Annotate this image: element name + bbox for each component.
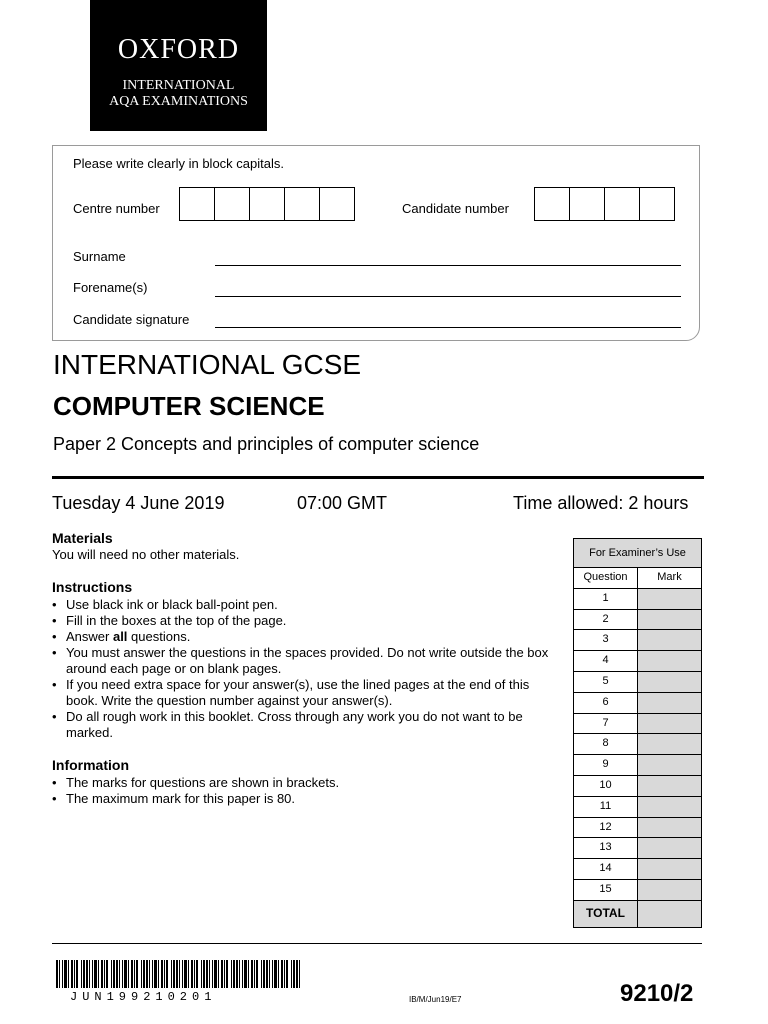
barcode-bar bbox=[184, 960, 187, 988]
barcode-bar bbox=[171, 960, 172, 988]
centre-number-label: Centre number bbox=[73, 201, 160, 216]
barcode-bar bbox=[221, 960, 223, 988]
mark-cell bbox=[638, 693, 701, 713]
examiner-use-title: For Examiner’s Use bbox=[574, 539, 701, 568]
question-number-cell: 6 bbox=[574, 693, 638, 713]
candidate-number-box[interactable] bbox=[534, 187, 570, 221]
barcode-bar bbox=[286, 960, 288, 988]
barcode-bar bbox=[254, 960, 255, 988]
barcode-bar bbox=[293, 960, 295, 988]
centre-number-box[interactable] bbox=[214, 187, 250, 221]
examiner-use-table bbox=[573, 538, 702, 928]
materials-text: You will need no other materials. bbox=[52, 547, 240, 562]
paper-code: 9210/2 bbox=[620, 980, 694, 1007]
barcode-bar bbox=[176, 960, 178, 988]
barcode-bar bbox=[116, 960, 118, 988]
logo-line-2: AQA EXAMINATIONS bbox=[109, 94, 248, 109]
barcode-bar bbox=[191, 960, 193, 988]
instruction-item: • Fill in the boxes at the top of the page. bbox=[52, 613, 552, 629]
barcode-bar bbox=[86, 960, 88, 988]
barcode-bar bbox=[248, 960, 249, 988]
mark-cell bbox=[638, 734, 701, 754]
barcode-bar bbox=[244, 960, 247, 988]
barcode-bar bbox=[158, 960, 159, 988]
barcode-bar bbox=[152, 960, 153, 988]
barcode-bar bbox=[154, 960, 157, 988]
examiner-question-row bbox=[574, 838, 701, 859]
barcode-bar bbox=[124, 960, 127, 988]
barcode-bar bbox=[266, 960, 268, 988]
barcode-bar bbox=[212, 960, 213, 988]
barcode-bar bbox=[231, 960, 232, 988]
examiner-question-rows bbox=[574, 589, 701, 901]
question-number-cell: 3 bbox=[574, 630, 638, 650]
barcode-bar bbox=[242, 960, 243, 988]
oxford-aqa-logo bbox=[90, 0, 267, 131]
barcode-bar bbox=[81, 960, 82, 988]
barcode-bar bbox=[201, 960, 202, 988]
examiner-question-row bbox=[574, 776, 701, 797]
barcode-bar bbox=[106, 960, 108, 988]
barcode-bar bbox=[113, 960, 115, 988]
examiner-question-row bbox=[574, 610, 701, 631]
examiner-question-row bbox=[574, 589, 701, 610]
barcode-bar bbox=[239, 960, 240, 988]
barcode-bar bbox=[98, 960, 99, 988]
centre-number-boxes[interactable] bbox=[180, 187, 355, 221]
barcode-bar bbox=[74, 960, 75, 988]
question-number-cell: 13 bbox=[574, 838, 638, 858]
mark-cell bbox=[638, 610, 701, 630]
barcode-bar bbox=[89, 960, 90, 988]
question-number-cell: 11 bbox=[574, 797, 638, 817]
candidate-number-label: Candidate number bbox=[402, 201, 509, 216]
barcode-bar bbox=[281, 960, 283, 988]
barcode-bar bbox=[161, 960, 163, 988]
mark-cell bbox=[638, 630, 701, 650]
centre-number-box[interactable] bbox=[284, 187, 320, 221]
question-number-cell: 4 bbox=[574, 651, 638, 671]
barcode-bar bbox=[164, 960, 165, 988]
question-number-cell: 12 bbox=[574, 818, 638, 838]
barcode-bar bbox=[269, 960, 270, 988]
barcode-bar bbox=[128, 960, 129, 988]
instructions-heading: Instructions bbox=[52, 579, 133, 595]
barcode-bar bbox=[71, 960, 73, 988]
examiner-question-row bbox=[574, 880, 701, 901]
signature-line[interactable] bbox=[215, 327, 681, 328]
barcode-bar bbox=[62, 960, 63, 988]
barcode-bar bbox=[111, 960, 112, 988]
barcode-bar bbox=[272, 960, 273, 988]
barcode-bar bbox=[194, 960, 195, 988]
mark-cell bbox=[638, 838, 701, 858]
question-number-cell: 10 bbox=[574, 776, 638, 796]
barcode-bar bbox=[76, 960, 78, 988]
mark-cell bbox=[638, 776, 701, 796]
information-item: • The maximum mark for this paper is 80. bbox=[52, 791, 552, 807]
candidate-number-box[interactable] bbox=[639, 187, 675, 221]
mark-cell bbox=[638, 859, 701, 879]
barcode-bar bbox=[182, 960, 183, 988]
barcode-bar bbox=[299, 960, 300, 988]
surname-line[interactable] bbox=[215, 265, 681, 266]
candidate-number-box[interactable] bbox=[604, 187, 640, 221]
question-number-cell: 15 bbox=[574, 880, 638, 900]
logo-brand: OXFORD bbox=[117, 34, 240, 65]
barcode-bar bbox=[122, 960, 123, 988]
information-list bbox=[52, 775, 552, 807]
mark-cell bbox=[638, 880, 701, 900]
barcode-bar bbox=[141, 960, 142, 988]
materials-heading: Materials bbox=[52, 530, 113, 546]
examiner-question-row bbox=[574, 734, 701, 755]
barcode-bar bbox=[256, 960, 258, 988]
barcode-bar bbox=[214, 960, 217, 988]
instruction-item: • If you need extra space for your answer(s), use the lined pages at the end of this book. Write the question number against your answer(s). bbox=[52, 677, 552, 709]
surname-label: Surname bbox=[73, 249, 126, 264]
heading-divider bbox=[52, 476, 704, 479]
barcode-bar bbox=[226, 960, 228, 988]
barcode-bar bbox=[104, 960, 105, 988]
barcode-bar bbox=[92, 960, 93, 988]
candidate-number-box[interactable] bbox=[569, 187, 605, 221]
centre-number-box[interactable] bbox=[319, 187, 355, 221]
barcode bbox=[56, 960, 300, 988]
barcode-bar bbox=[83, 960, 85, 988]
barcode-bar bbox=[59, 960, 60, 988]
question-number-cell: 7 bbox=[574, 714, 638, 734]
question-number-cell: 2 bbox=[574, 610, 638, 630]
candidate-number-boxes[interactable] bbox=[535, 187, 675, 221]
barcode-bar bbox=[131, 960, 133, 988]
centre-number-box[interactable] bbox=[249, 187, 285, 221]
barcode-bar bbox=[136, 960, 138, 988]
subject-title: COMPUTER SCIENCE bbox=[53, 391, 325, 421]
forename-label: Forename(s) bbox=[73, 280, 148, 295]
signature-label: Candidate signature bbox=[73, 312, 190, 327]
mark-column-header: Mark bbox=[638, 568, 701, 588]
barcode-bar bbox=[218, 960, 219, 988]
instruction-item: • Answer all questions. bbox=[52, 629, 552, 645]
question-column-header: Question bbox=[574, 568, 638, 588]
question-number-cell: 1 bbox=[574, 589, 638, 609]
barcode-bar bbox=[56, 960, 58, 988]
question-number-cell: 8 bbox=[574, 734, 638, 754]
information-item: • The marks for questions are shown in brackets. bbox=[52, 775, 552, 791]
emphasis-all: all bbox=[112, 629, 128, 644]
barcode-bar bbox=[278, 960, 279, 988]
mark-cell bbox=[638, 755, 701, 775]
barcode-bar bbox=[261, 960, 262, 988]
question-number-cell: 9 bbox=[574, 755, 638, 775]
barcode-bar bbox=[196, 960, 198, 988]
barcode-bar bbox=[173, 960, 175, 988]
instruction-item: • Use black ink or black ball-point pen. bbox=[52, 597, 552, 613]
qualification-title: INTERNATIONAL GCSE bbox=[53, 349, 362, 380]
information-heading: Information bbox=[52, 757, 129, 773]
examiner-question-row bbox=[574, 672, 701, 693]
exam-time: 07:00 GMT bbox=[297, 493, 388, 513]
instruction-item: • Do all rough work in this booklet. Cross through any work you do not want to be marked. bbox=[52, 709, 552, 741]
mark-cell bbox=[638, 672, 701, 692]
examiner-question-row bbox=[574, 818, 701, 839]
mark-cell bbox=[638, 714, 701, 734]
question-number-cell: 5 bbox=[574, 672, 638, 692]
forename-line[interactable] bbox=[215, 296, 681, 297]
total-mark-cell bbox=[638, 901, 701, 927]
barcode-bar bbox=[296, 960, 298, 988]
barcode-bar bbox=[134, 960, 135, 988]
examiner-question-row bbox=[574, 630, 701, 651]
barcode-bar bbox=[251, 960, 253, 988]
exam-date: Tuesday 4 June 2019 bbox=[52, 493, 225, 513]
barcode-bar bbox=[143, 960, 145, 988]
barcode-bar bbox=[101, 960, 103, 988]
barcode-bar bbox=[149, 960, 150, 988]
examiner-total-row bbox=[574, 901, 701, 927]
barcode-bar bbox=[274, 960, 277, 988]
examiner-question-row bbox=[574, 755, 701, 776]
centre-number-box[interactable] bbox=[179, 187, 215, 221]
barcode-bar bbox=[224, 960, 225, 988]
question-number-cell: 14 bbox=[574, 859, 638, 879]
examiner-table-header bbox=[574, 568, 701, 589]
barcode-text: JUN199210201 bbox=[70, 990, 217, 1004]
footer-divider bbox=[52, 943, 702, 944]
barcode-bar bbox=[119, 960, 120, 988]
barcode-bar bbox=[166, 960, 168, 988]
barcode-bar bbox=[291, 960, 292, 988]
barcode-bar bbox=[64, 960, 67, 988]
barcode-bar bbox=[203, 960, 205, 988]
barcode-bar bbox=[188, 960, 189, 988]
examiner-question-row bbox=[574, 693, 701, 714]
paper-reference: IB/M/Jun19/E7 bbox=[409, 995, 462, 1004]
mark-cell bbox=[638, 589, 701, 609]
instructions-list bbox=[52, 597, 552, 741]
barcode-bar bbox=[233, 960, 235, 988]
barcode-bar bbox=[209, 960, 210, 988]
barcode-bar bbox=[94, 960, 97, 988]
barcode-bar bbox=[179, 960, 180, 988]
examiner-question-row bbox=[574, 797, 701, 818]
mark-cell bbox=[638, 651, 701, 671]
instruction-item: • You must answer the questions in the spaces provided. Do not write outside the box around each page or on blank pages. bbox=[52, 645, 552, 677]
total-label: TOTAL bbox=[574, 901, 638, 927]
examiner-question-row bbox=[574, 651, 701, 672]
barcode-bar bbox=[206, 960, 208, 988]
barcode-bar bbox=[68, 960, 69, 988]
block-capitals-instruction: Please write clearly in block capitals. bbox=[73, 156, 284, 171]
barcode-bar bbox=[146, 960, 148, 988]
examiner-question-row bbox=[574, 859, 701, 880]
examiner-question-row bbox=[574, 714, 701, 735]
barcode-bar bbox=[263, 960, 265, 988]
mark-cell bbox=[638, 818, 701, 838]
paper-title: Paper 2 Concepts and principles of computer science bbox=[53, 434, 480, 454]
barcode-bar bbox=[236, 960, 238, 988]
mark-cell bbox=[638, 797, 701, 817]
time-allowed: Time allowed: 2 hours bbox=[513, 493, 689, 513]
logo-line-1: INTERNATIONAL bbox=[122, 78, 235, 93]
barcode-bar bbox=[284, 960, 285, 988]
